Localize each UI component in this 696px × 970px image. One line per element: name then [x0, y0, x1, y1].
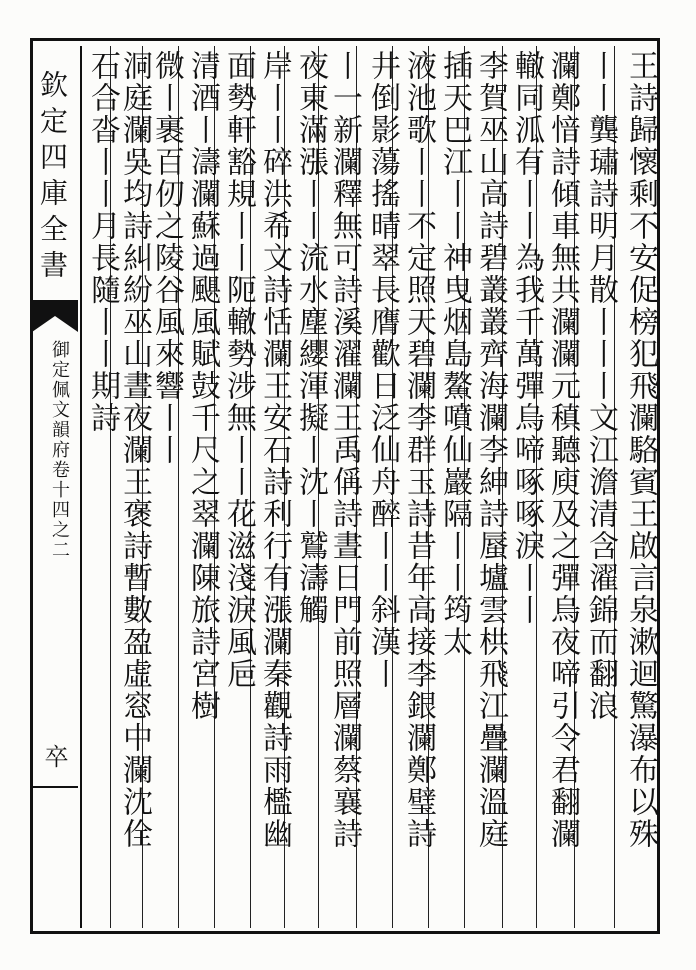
text-column: 王詩歸懷剩不安促榜犯飛瀾駱賓王啟言泉漱迴驚瀑布以殊 [623, 50, 658, 850]
text-column: 夜東滿漲丨丨流水塵纓渾擬丨沈丨鷲濤觸 [293, 50, 328, 626]
text-column: 液池歌丨丨不定照天碧瀾李群玉詩昔年高接李銀瀾鄭璧詩 [401, 50, 436, 850]
page-number-rule [30, 786, 78, 788]
text-column: 瀾鄭愔詩傾車無共瀾瀾元稹聽庾及之彈烏夜啼引令君翻瀾 [545, 50, 580, 850]
text-column: 丨一新瀾釋無可詩溪濯瀾王禹偁詩晝日門前照層瀾蔡襄詩 [327, 50, 362, 850]
text-column: 插天巴江丨丨神曳烟島鰲噴仙巖隔丨丨筠太 [437, 50, 472, 658]
text-column: 丨丨龔璛詩明月散丨丨丨文江澹清含濯錦而翻浪 [583, 50, 618, 722]
text-column: 清酒丨濤瀾蘇過颶風賦鼓千尺之翠瀾陳旅詩宮樹 [185, 50, 220, 722]
text-column: 李賀巫山高詩碧叢叢齊海瀾李紳詩蜃壚雲栱飛江疊瀾溫庭 [473, 50, 508, 850]
volume-label: 御定佩文韻府卷十四之二 [49, 340, 70, 560]
page-number: 卒 [40, 744, 68, 768]
book-title: 欽定四庫全書 [36, 70, 69, 286]
text-column: 洞庭瀾吳均詩糾紛巫山晝夜瀾王褒詩暫數盈虛窓中瀾沈佺 [117, 50, 152, 850]
text-column: 微丨裹百仞之陵谷風來響丨丨 [149, 50, 184, 466]
text-column: 轍同泒有丨丨為我千萬彈烏啼啄啄淚丨丨 [509, 50, 544, 626]
fish-tail-mark-icon [32, 302, 78, 332]
text-column: 石合沓丨丨月長隨丨丨期詩 [85, 50, 120, 434]
text-column: 井倒影蕩搖晴翠長膺歡日泛仙舟醉丨丨斜漢丨 [365, 50, 400, 690]
text-column: 面勢軒豁規丨丨阨轍勢涉無丨丨花滋淺淚風巵 [221, 50, 256, 690]
text-column: 岸丨丨碎洪希文詩恬瀾王安石詩利行有漲瀾秦觀詩雨檻幽 [257, 50, 292, 850]
